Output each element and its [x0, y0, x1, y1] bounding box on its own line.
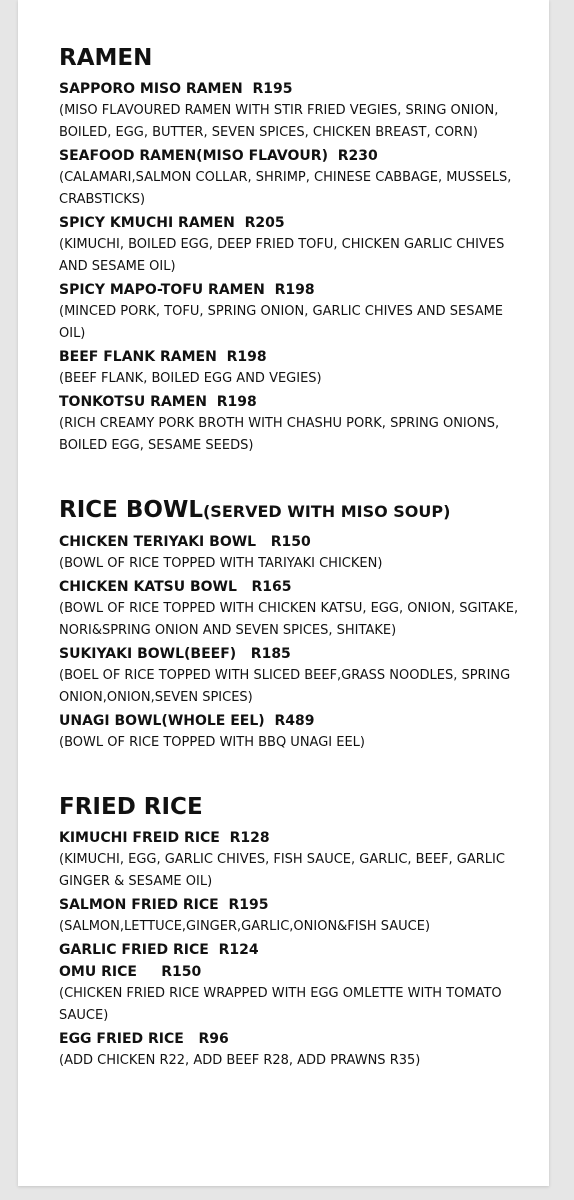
- menu-item-head: [59, 347, 519, 367]
- menu-item-description: (BOEL OF RICE TOPPED WITH SLICED BEEF,GRASS NOODLES, SPRING ONION,ONION,SEVEN SPICES): [59, 668, 511, 705]
- menu-item-head: [59, 79, 519, 99]
- menu-item: [59, 828, 519, 893]
- menu-item-description: (BEEF FLANK, BOILED EGG AND VEGIES): [59, 371, 322, 386]
- menu-item-head: [59, 1029, 519, 1049]
- menu-item-price: R198: [274, 282, 315, 298]
- menu-item: [59, 213, 519, 278]
- menu-item-price: R195: [228, 897, 269, 913]
- menu-item-head: [59, 895, 519, 915]
- section-ramen: [59, 44, 519, 457]
- menu-item-price: R489: [274, 713, 315, 729]
- menu-item: [59, 895, 519, 938]
- menu-item-price: R128: [229, 830, 270, 846]
- menu-item-price: R198: [226, 349, 267, 365]
- section-title: [59, 793, 519, 822]
- menu-item: [59, 1029, 519, 1072]
- menu-item-name: BEEF FLANK RAMEN: [59, 349, 217, 365]
- section-title-text: RAMEN: [59, 45, 153, 71]
- section-rice-bowl: [59, 496, 519, 754]
- menu-item-price: R150: [270, 534, 311, 550]
- menu-item-name: UNAGI BOWL(WHOLE EEL): [59, 713, 265, 729]
- menu-item-price: R185: [250, 646, 291, 662]
- menu-item: [59, 280, 519, 345]
- section-title-text: RICE BOWL: [59, 497, 203, 523]
- menu-item: [59, 146, 519, 211]
- section-title: [59, 496, 519, 526]
- section-title-text: FRIED RICE: [59, 794, 203, 820]
- menu-item-head: [59, 392, 519, 412]
- menu-item-name: SUKIYAKI BOWL(BEEF): [59, 646, 237, 662]
- menu-item-name: EGG FRIED RICE: [59, 1031, 184, 1047]
- menu-item-name: OMU RICE: [59, 964, 137, 980]
- menu-item-description: (RICH CREAMY PORK BROTH WITH CHASHU PORK, SPRING ONIONS, BOILED EGG, SESAME SEEDS): [59, 416, 500, 453]
- menu-item-name: CHICKEN TERIYAKI BOWL: [59, 534, 257, 550]
- menu-item: [59, 644, 519, 709]
- section-subtitle: (SERVED WITH MISO SOUP): [202, 502, 451, 521]
- menu-item-description: (CALAMARI,SALMON COLLAR, SHRIMP, CHINESE CABBAGE, MUSSELS, CRABSTICKS): [59, 170, 512, 207]
- menu-item-head: [59, 940, 519, 960]
- menu-item-description: (BOWL OF RICE TOPPED WITH BBQ UNAGI EEL): [59, 735, 365, 750]
- menu-item: [59, 532, 519, 575]
- menu-item-description: (MINCED PORK, TOFU, SPRING ONION, GARLIC CHIVES AND SESAME OIL): [59, 304, 504, 341]
- menu-item-name: CHICKEN KATSU BOWL: [59, 579, 237, 595]
- menu-item-description: (BOWL OF RICE TOPPED WITH CHICKEN KATSU, EGG, ONION, SGITAKE, NORI&SPRING ONION AND SEVEN SPICES, SHITAKE): [59, 601, 519, 638]
- menu-item: [59, 392, 519, 457]
- menu-item: [59, 962, 519, 1027]
- menu-item-price: R198: [216, 394, 257, 410]
- menu-item-price: R195: [252, 81, 293, 97]
- menu-item-head: [59, 213, 519, 233]
- menu-item-price: R165: [251, 579, 292, 595]
- menu-item-description: (BOWL OF RICE TOPPED WITH TARIYAKI CHICKEN): [59, 556, 383, 571]
- menu-item-head: [59, 828, 519, 848]
- menu-item-head: [59, 532, 519, 552]
- menu-item-description: (SALMON,LETTUCE,GINGER,GARLIC,ONION&FISH SAUCE): [59, 919, 431, 934]
- menu-item-head: [59, 711, 519, 731]
- menu-item-head: [59, 577, 519, 597]
- menu-item-price: R150: [161, 964, 202, 980]
- menu-item-name: SPICY MAPO-TOFU RAMEN: [59, 282, 265, 298]
- section-title: [59, 44, 519, 73]
- menu-item-name: SEAFOOD RAMEN(MISO FLAVOUR): [59, 148, 328, 164]
- section-fried-rice: [59, 793, 519, 1072]
- menu-content: [59, 44, 519, 1074]
- menu-item-head: [59, 280, 519, 300]
- menu-item-price: R124: [218, 942, 259, 958]
- menu-item-price: R205: [244, 215, 285, 231]
- menu-item-head: [59, 644, 519, 664]
- menu-item-name: SPICY KMUCHI RAMEN: [59, 215, 235, 231]
- menu-item-description: (KIMUCHI, BOILED EGG, DEEP FRIED TOFU, CHICKEN GARLIC CHIVES AND SESAME OIL): [59, 237, 505, 274]
- menu-item-description: (CHICKEN FRIED RICE WRAPPED WITH EGG OMLETTE WITH TOMATO SAUCE): [59, 986, 502, 1023]
- menu-item: [59, 577, 519, 642]
- menu-item-name: GARLIC FRIED RICE: [59, 942, 209, 958]
- menu-item-head: [59, 146, 519, 166]
- menu-item-name: SAPPORO MISO RAMEN: [59, 81, 243, 97]
- menu-item: [59, 79, 519, 144]
- menu-item-name: SALMON FRIED RICE: [59, 897, 219, 913]
- menu-item-price: R230: [337, 148, 378, 164]
- menu-item-description: (MISO FLAVOURED RAMEN WITH STIR FRIED VEGIES, SRING ONION, BOILED, EGG, BUTTER, SEVEN SPICES, CHICKEN BREAST, CORN): [59, 103, 499, 140]
- menu-item: [59, 347, 519, 390]
- menu-item-price: R96: [198, 1031, 229, 1047]
- menu-item-name: TONKOTSU RAMEN: [59, 394, 207, 410]
- menu-item: [59, 940, 519, 960]
- menu-page: [18, 0, 549, 1186]
- menu-item-description: (ADD CHICKEN R22, ADD BEEF R28, ADD PRAWNS R35): [59, 1053, 421, 1068]
- menu-item-name: KIMUCHI FREID RICE: [59, 830, 220, 846]
- menu-item-description: (KIMUCHI, EGG, GARLIC CHIVES, FISH SAUCE, GARLIC, BEEF, GARLIC GINGER & SESAME OIL): [59, 852, 505, 889]
- menu-item-head: [59, 962, 519, 982]
- menu-item: [59, 711, 519, 754]
